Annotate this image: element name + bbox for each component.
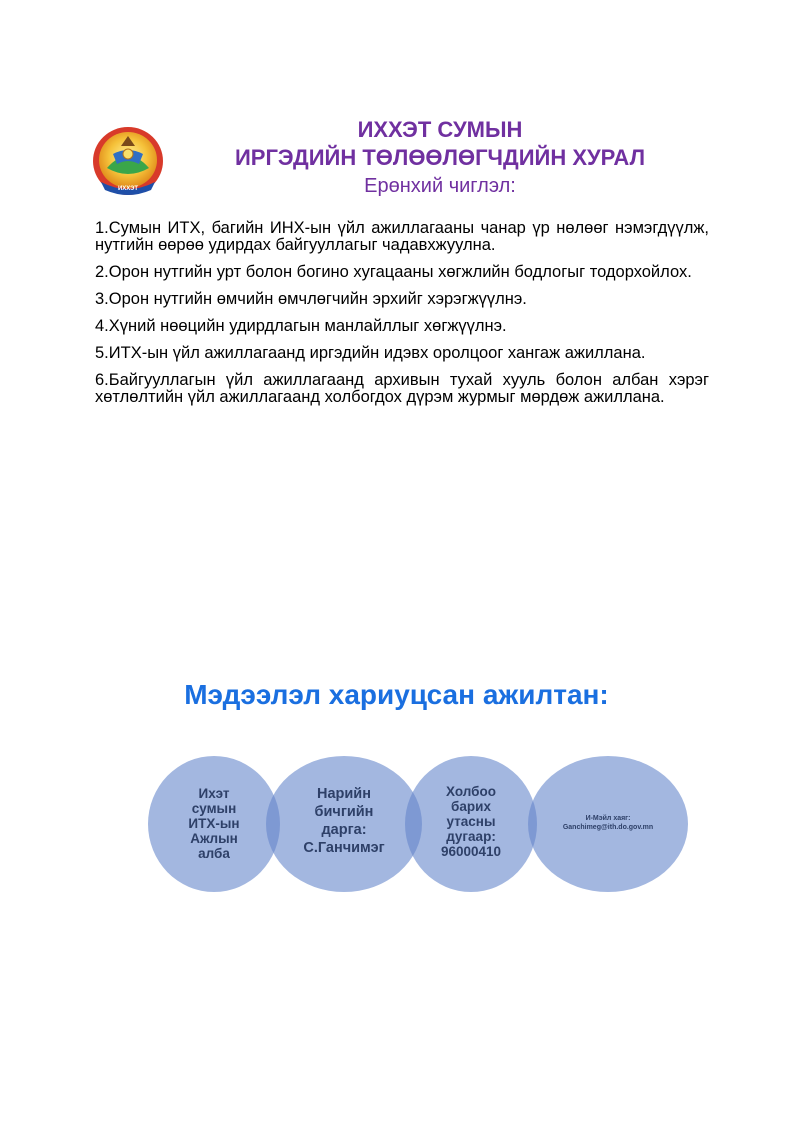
directions-list bbox=[95, 220, 709, 416]
direction-item: 4.Хүний нөөцийн удирдлагын манлайллыг хөгжүүлнэ. bbox=[95, 317, 507, 335]
office-label: Ихэт сумын ИТХ-ын Ажлын алба bbox=[188, 786, 240, 861]
direction-item: 6.Байгууллагын үйл ажиллагаанд архивын тухай хууль болон албан хэрэг хөтлөлтийн үйл ажиллагаанд холбогдох дүрэм журмыг мөрдөж ажиллана. bbox=[95, 371, 709, 406]
council-title-line2: ИРГЭДИЙН ТӨЛӨӨЛӨГЧДИЙН ХУРАЛ bbox=[234, 145, 646, 170]
general-directions-subtitle: Ерөнхий чиглэл: bbox=[364, 175, 516, 197]
phone-number: 96000410 bbox=[440, 844, 502, 859]
contact-venn-diagram bbox=[148, 754, 688, 894]
direction-item: 2.Орон нутгийн урт болон богино хугацааны хөгжлийн бодлогыг тодорхойлох. bbox=[95, 263, 692, 281]
logo-text: ИХХЭТ bbox=[117, 186, 139, 192]
direction-item: 3.Орон нутгийн өмчийн өмчлөгчийн эрхийг хэрэгжүүлнэ. bbox=[95, 290, 527, 308]
contact-heading: Мэдээлэл хариуцсан ажилтан: bbox=[184, 679, 609, 710]
email-address: Ganchimeg@ith.do.gov.mn bbox=[562, 824, 654, 831]
sum-emblem-logo bbox=[91, 124, 165, 198]
direction-item: 1.Сумын ИТХ, багийн ИНХ-ын үйл ажиллагааны чанар үр нөлөөг нэмэгдүүлж, нутгийн өөрөө удирдах байгууллагыг чадавхжуулна. bbox=[95, 219, 709, 254]
phone-label: Холбоо барих утасны дугаар: 96000410 bbox=[423, 784, 519, 859]
direction-item: 5.ИТХ-ын үйл ажиллагаанд иргэдийн идэвх оролцоог хангаж ажиллана. bbox=[95, 344, 646, 362]
position-label: Нарийн бичгийн дарга: С.Ганчимэг bbox=[303, 786, 385, 856]
council-title-line1: ИХХЭТ СУМЫН bbox=[357, 117, 523, 142]
email-label: И-Мэйл хаяг: Ganchimeg@ith.do.gov.mn bbox=[538, 814, 678, 832]
